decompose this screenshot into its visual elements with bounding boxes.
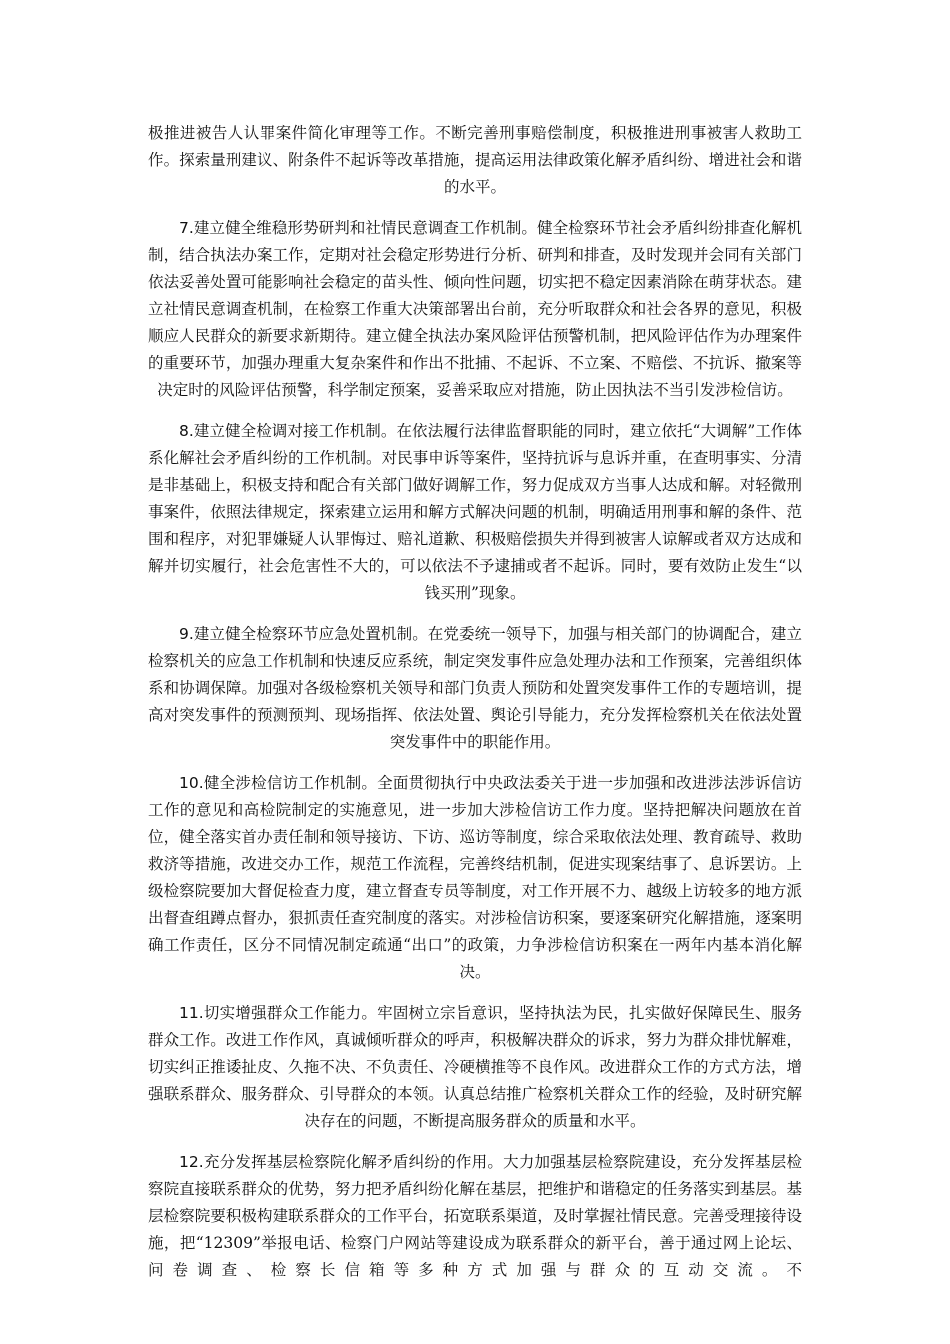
paragraph-text: 极推进被告人认罪案件简化审理等工作。不断完善刑事赔偿制度，积极推进刑事被害人救助工作。探索量刑建议、附条件不起诉等改革措施，提高运用法律政策化解矛盾纠纷、增进社会和谐的水平。: [148, 124, 802, 196]
paragraph-item-7: [148, 215, 802, 404]
paragraph-continued: [148, 120, 802, 201]
paragraph-number: 11.: [179, 1004, 204, 1022]
paragraph-text: 充分发挥基层检察院化解矛盾纠纷的作用。大力加强基层检察院建设，充分发挥基层检察院直接联系群众的优势，努力把矛盾纠纷化解在基层，把维护和谐稳定的任务落实到基层。基层检察院要积极构建联系群众的工作平台，拓宽联系渠道，及时掌握社情民意。完善受理接待设施，把“12309”举报电话、检察门户网站等建设成为联系群众的新平台，善于通过网上论坛、问卷调查、检察长信箱等多种方式加强与群众的互动交流。不: [148, 1153, 802, 1279]
document-page: [148, 120, 802, 1298]
paragraph-item-11: [148, 1000, 802, 1135]
paragraph-number: 12.: [179, 1153, 204, 1171]
paragraph-text: 健全涉检信访工作机制。全面贯彻执行中央政法委关于进一步加强和改进涉法涉诉信访工作的意见和高检院制定的实施意见，进一步加大涉检信访工作力度。坚持把解决问题放在首位，健全落实首办责任制和领导接访、下访、巡访等制度，综合采取依法处理、教育疏导、救助救济等措施，改进交办工作，规范工作流程，完善终结机制，促进实现案结事了、息诉罢访。上级检察院要加大督促检查力度，建立督查专员等制度，对工作开展不力、越级上访较多的地方派出督查组蹲点督办，狠抓责任查究制度的落实。对涉检信访积案，要逐案研究化解措施，逐案明确工作责任，区分不同情况制定疏通“出口”的政策，力争涉检信访积案在一两年内基本消化解决。: [148, 774, 802, 981]
paragraph-text: 切实增强群众工作能力。牢固树立宗旨意识，坚持执法为民，扎实做好保障民生、服务群众工作。改进工作作风，真诚倾听群众的呼声，积极解决群众的诉求，努力为群众排忧解难，切实纠正推诿扯皮、久拖不决、不负责任、冷硬横推等不良作风。改进群众工作的方式方法，增强联系群众、服务群众、引导群众的本领。认真总结推广检察机关群众工作的经验，及时研究解决存在的问题，不断提高服务群众的质量和水平。: [148, 1004, 802, 1130]
paragraph-number: 9.: [179, 625, 194, 643]
paragraph-number: 7.: [179, 219, 194, 237]
paragraph-text: 建立健全检察环节应急处置机制。在党委统一领导下，加强与相关部门的协调配合，建立检察机关的应急工作机制和快速反应系统，制定突发事件应急处理办法和工作预案，完善组织体系和协调保障。加强对各级检察机关领导和部门负责人预防和处置突发事件工作的专题培训，提高对突发事件的预测预判、现场指挥、依法处置、舆论引导能力，充分发挥检察机关在依法处置突发事件中的职能作用。: [148, 625, 802, 751]
paragraph-text: 建立健全检调对接工作机制。在依法履行法律监督职能的同时，建立依托“大调解”工作体系化解社会矛盾纠纷的工作机制。对民事申诉等案件，坚持抗诉与息诉并重，在查明事实、分清是非基础上，积极支持和配合有关部门做好调解工作，努力促成双方当事人达成和解。对轻微刑事案件，依照法律规定，探索建立运用和解方式解决问题的机制，明确适用刑事和解的条件、范围和程序，对犯罪嫌疑人认罪悔过、赔礼道歉、积极赔偿损失并得到被害人谅解或者双方达成和解并切实履行，社会危害性不大的，可以依法不予逮捕或者不起诉。同时，要有效防止发生“以钱买刑”现象。: [148, 422, 802, 602]
paragraph-number: 8.: [179, 422, 194, 440]
paragraph-item-10: [148, 770, 802, 986]
paragraph-item-9: [148, 621, 802, 756]
paragraph-text: 建立健全维稳形势研判和社情民意调查工作机制。健全检察环节社会矛盾纠纷排查化解机制，结合执法办案工作，定期对社会稳定形势进行分析、研判和排查，及时发现并会同有关部门依法妥善处置可能影响社会稳定的苗头性、倾向性问题，切实把不稳定因素消除在萌芽状态。建立社情民意调查机制，在检察工作重大决策部署出台前，充分听取群众和社会各界的意见，积极顺应人民群众的新要求新期待。建立健全执法办案风险评估预警机制，把风险评估作为办理案件的重要环节，加强办理重大复杂案件和作出不批捕、不起诉、不立案、不赔偿、不抗诉、撤案等决定时的风险评估预警，科学制定预案，妥善采取应对措施，防止因执法不当引发涉检信访。: [148, 219, 802, 399]
paragraph-item-8: [148, 418, 802, 607]
paragraph-item-12: [148, 1149, 802, 1284]
paragraph-number: 10.: [179, 774, 204, 792]
